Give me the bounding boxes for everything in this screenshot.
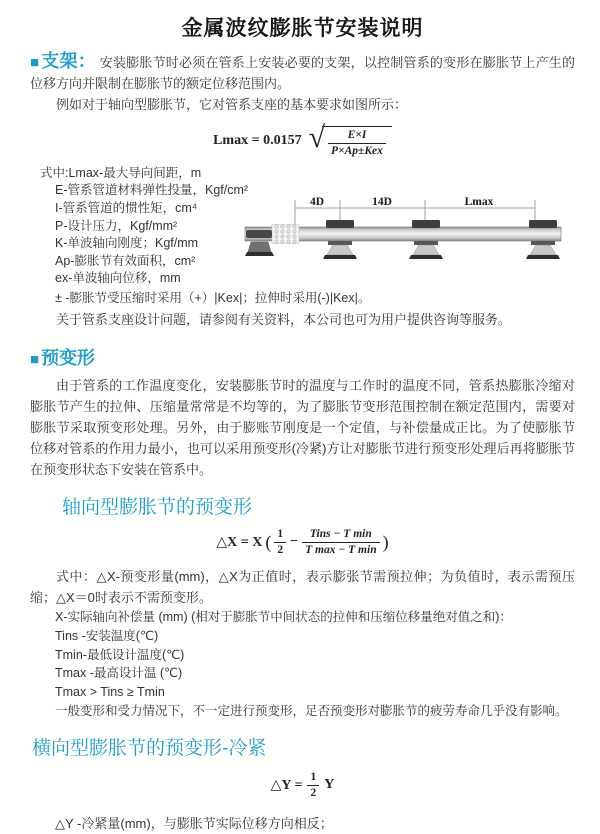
bellows-icon bbox=[272, 224, 299, 243]
minus-operator: − bbox=[290, 534, 299, 550]
support-example-line: 例如对于轴向型膨胀节，它对管系支座的基本要求如图所示： bbox=[56, 97, 408, 112]
radical-sign-icon: √ bbox=[308, 121, 326, 154]
definition-item: K-单波轴向刚度；Kgf/mm bbox=[55, 236, 199, 251]
axial-subheading: 轴向型膨胀节的预变形 bbox=[62, 497, 253, 519]
dim-label-4d: 4D bbox=[309, 195, 325, 208]
left-paren: ( bbox=[265, 531, 272, 552]
definition-item: Ap-膨胀节有效面积，cm² bbox=[55, 253, 196, 268]
pipe-diagram-svg bbox=[243, 195, 573, 265]
formula-lmax-fraction bbox=[328, 128, 386, 159]
document-page bbox=[0, 12, 600, 834]
service-note: 关于管系支座设计问题，请参阅有关资料，本公司也可为用户提供咨询等服务。 bbox=[56, 312, 512, 328]
axial-general-note: 一般变形和受力情况下，不一定进行预变形，足否预变形对膨胀节的疲劳寿命几乎没有影响。 bbox=[55, 703, 568, 718]
definition-item: I-管系管道的惯性矩，cm⁴ bbox=[55, 201, 198, 216]
definition-item: 式中:Lmax-最大导向间距，m bbox=[40, 165, 202, 180]
axial-item: Tmax > Tins ≥ Tmin bbox=[55, 685, 165, 700]
right-paren: ) bbox=[382, 531, 389, 552]
definitions-and-diagram bbox=[30, 165, 575, 288]
half-fraction: $\frac{1}{2}$ bbox=[307, 770, 319, 801]
fraction-numerator: E×I bbox=[328, 128, 386, 144]
support-intro-text: 安装膨胀节时必须在管系上安装必要的支架，以控制管系的变形在膨胀节上产生的位移方向并限制在膨胀节的额定位移范围内。 bbox=[30, 55, 575, 91]
lateral-note: △Y -冷紧量(mm)，与膨胀节实际位移方向相反； bbox=[55, 815, 333, 831]
formula-lateral-rhs: Y bbox=[324, 777, 335, 793]
anchor-support-icon bbox=[245, 230, 274, 256]
axial-items-list bbox=[30, 608, 575, 721]
page-title: 金属波纹膨胀节安装说明 bbox=[181, 17, 424, 40]
definition-item: ex-单波轴向位移，mm bbox=[55, 271, 181, 286]
half-fraction: $\frac{1}{2}$ bbox=[274, 527, 286, 558]
formula-lateral-lhs: △Y = bbox=[270, 777, 303, 793]
square-bullet-icon: ■ bbox=[30, 351, 40, 369]
square-bullet-icon: ■ bbox=[30, 54, 40, 71]
predeform-heading-label: 预变形 bbox=[41, 348, 96, 369]
support-intro-paragraph bbox=[30, 51, 575, 94]
radical-body bbox=[322, 126, 392, 159]
support-heading-label: 支架： bbox=[41, 51, 96, 71]
formula-lmax-lhs: Lmax = 0.0157 bbox=[213, 132, 302, 148]
dim-label-lmax: Lmax bbox=[464, 195, 494, 208]
formula-lmax bbox=[30, 123, 575, 159]
dim-label-14d: 14D bbox=[372, 195, 392, 208]
plus-minus-note: ± -膨胀节受压缩时采用（+）|Kex|；拉伸时采用(-)|Kex|。 bbox=[55, 291, 371, 306]
axial-explain-paragraph: 式中：△X-预变形量(mm)，△X为正值时，表示膨张节需预拉伸；为负值时，表示需预压缩；△X＝0时表示不需预变形。 bbox=[30, 568, 575, 605]
formula-axial-lhs: △X = X bbox=[216, 534, 263, 550]
support-section-heading bbox=[30, 51, 96, 71]
axial-item: Tmax -最高设计温 (℃) bbox=[55, 666, 183, 681]
axial-item: Tins -安装温度(℃) bbox=[55, 628, 159, 643]
radical-expression bbox=[309, 123, 392, 159]
lateral-subheading: 横向型膨胀节的预变形-冷紧 bbox=[32, 737, 267, 759]
definition-item: P-设计压力，Kgf/mm² bbox=[55, 218, 178, 233]
axial-item: Tmin-最低设计温度(℃) bbox=[55, 647, 185, 662]
fraction-denominator: P×Ap±Kex bbox=[331, 144, 383, 157]
pipe-support-diagram bbox=[243, 195, 573, 270]
predeform-section-heading bbox=[30, 344, 575, 370]
predeform-body-paragraph: 由于管系的工作温度变化，安装膨胀节时的温度与工作时的温度不同，管系热膨胀冷缩对膨胀节产生的拉伸、压缩量常常是不均等的，为了膨胀节变形范围控制在额定范围内，需要对膨胀节采取预变形处理。另外，由于膨账节刚度是一个定值，与补偿量成正比。为了使膨胀节位移对管系的作用力最小，也可以采用预变形(冷紧)方让对膨胀节进行预变形处理后再将膨胀节在预变形状态下安装在管系中。 bbox=[30, 378, 575, 478]
temperature-fraction: $\frac{\text{Tins − T min}}{\text{T max − T min}}$ bbox=[302, 527, 380, 558]
definition-item: E-管系管道材料弹性投量，Kgf/cm² bbox=[55, 183, 249, 198]
formula-lateral bbox=[30, 770, 575, 801]
formula-axial bbox=[30, 527, 575, 558]
axial-item: X-实际轴向补偿量 (mm) (相对于膨胀节中间状态的拉伸和压缩位移量绝对值之和)： bbox=[55, 609, 512, 624]
